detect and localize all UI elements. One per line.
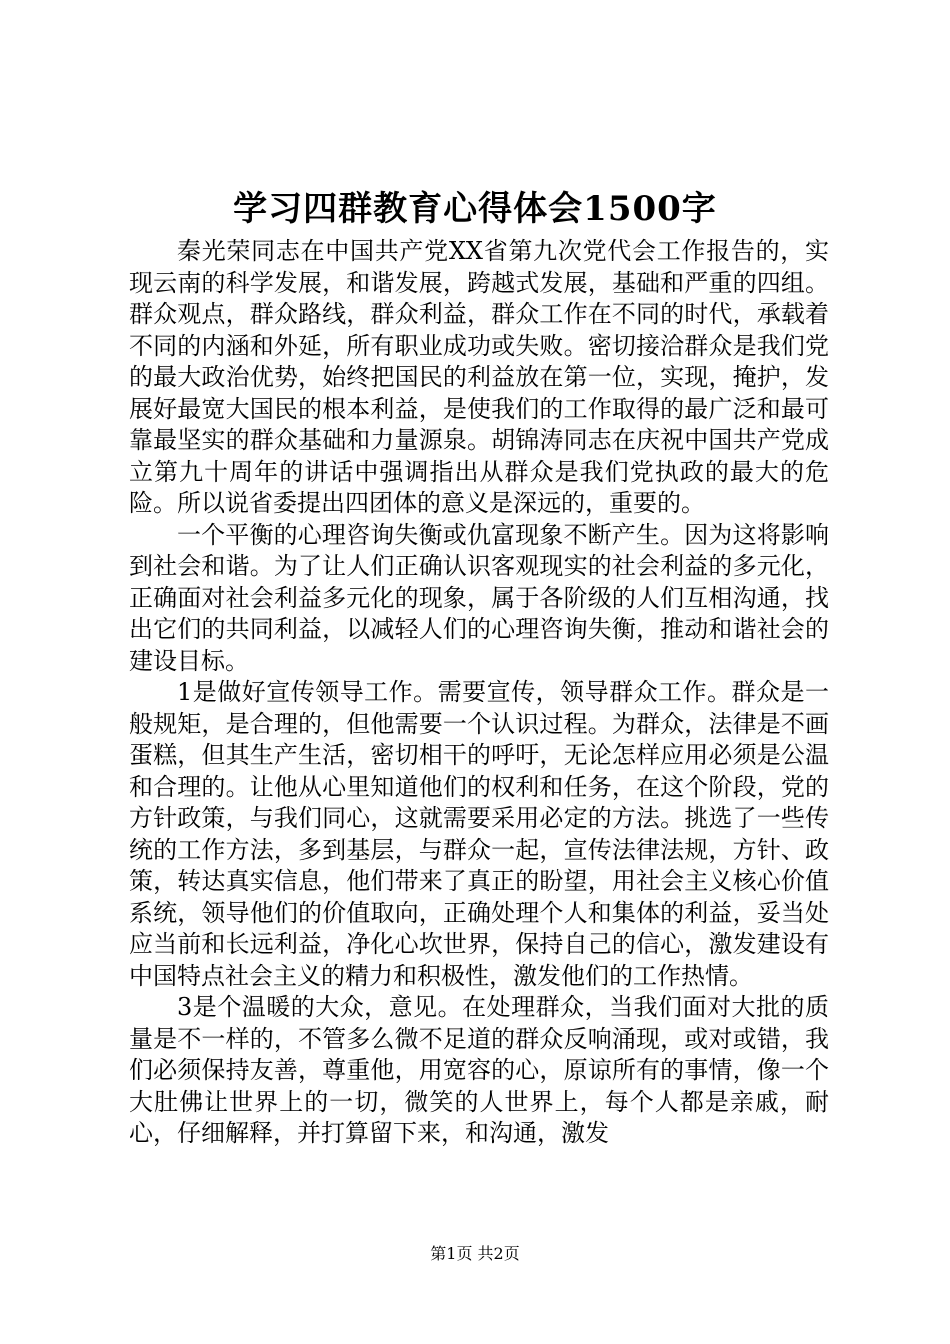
paragraph-1: 秦光荣同志在中国共产党XX省第九次党代会工作报告的，实现云南的科学发展，和谐发展，跨越式发展，基础和严重的四组。群众观点，群众路线，群众利益，群众工作在不同的时代，承载着不同的内涵和外延，所有职业成功或失败。密切接洽群众是我们党的最大政治优势，始终把国民的利益放在第一位，实现，掩护，发展好最宽大国民的根本利益，是使我们的工作取得的最广泛和最可靠最坚实的群众基础和力量源泉。胡锦涛同志在庆祝中国共产党成立第九十周年的讲话中强调指出从群众是我们党执政的最大的危险。所以说省委提出四团体的意义是深远的，重要的。 <box>129 237 829 517</box>
paragraph-4: 3是个温暖的大众，意见。在处理群众，当我们面对大批的质量是不一样的，不管多么微不足道的群众反响涌现，或对或错，我们必须保持友善，尊重他，用宽容的心，原谅所有的事情，像一个大肚佛让世界上的一切，微笑的人世界上，每个人都是亲戚，耐心，仔细解释，并打算留下来，和沟通，激发 <box>129 993 829 1147</box>
paragraph-3: 1是做好宣传领导工作。需要宣传，领导群众工作。群众是一般规矩，是合理的，但他需要一个认识过程。为群众，法律是不画蛋糕，但其生产生活，密切相干的呼吁，无论怎样应用必须是公温和合理的。让他从心里知道他们的权利和任务，在这个阶段，党的方针政策，与我们同心，这就需要采用必定的方法。挑选了一些传统的工作方法，多到基层，与群众一起，宣传法律法规，方针、政策，转达真实信息，他们带来了真正的盼望，用社会主义核心价值系统，领导他们的价值取向，正确处理个人和集体的利益，妥当处应当前和长远利益，净化心坎世界，保持自己的信心，激发建设有中国特点社会主义的精力和积极性，激发他们的工作热情。 <box>129 678 829 990</box>
document-title: 学习四群教育心得体会1500字 <box>233 189 717 229</box>
document-body <box>129 236 829 1150</box>
paragraph-2: 一个平衡的心理咨询失衡或仇富现象不断产生。因为这将影响到社会和谐。为了让人们正确认识客观现实的社会利益的多元化，正确面对社会利益多元化的现象，属于各阶级的人们互相沟通，找出它们的共同利益，以减轻人们的心理咨询失衡，推动和谐社会的建设目标。 <box>129 520 829 675</box>
page-footer: 第1页 共2页 <box>430 1244 520 1263</box>
